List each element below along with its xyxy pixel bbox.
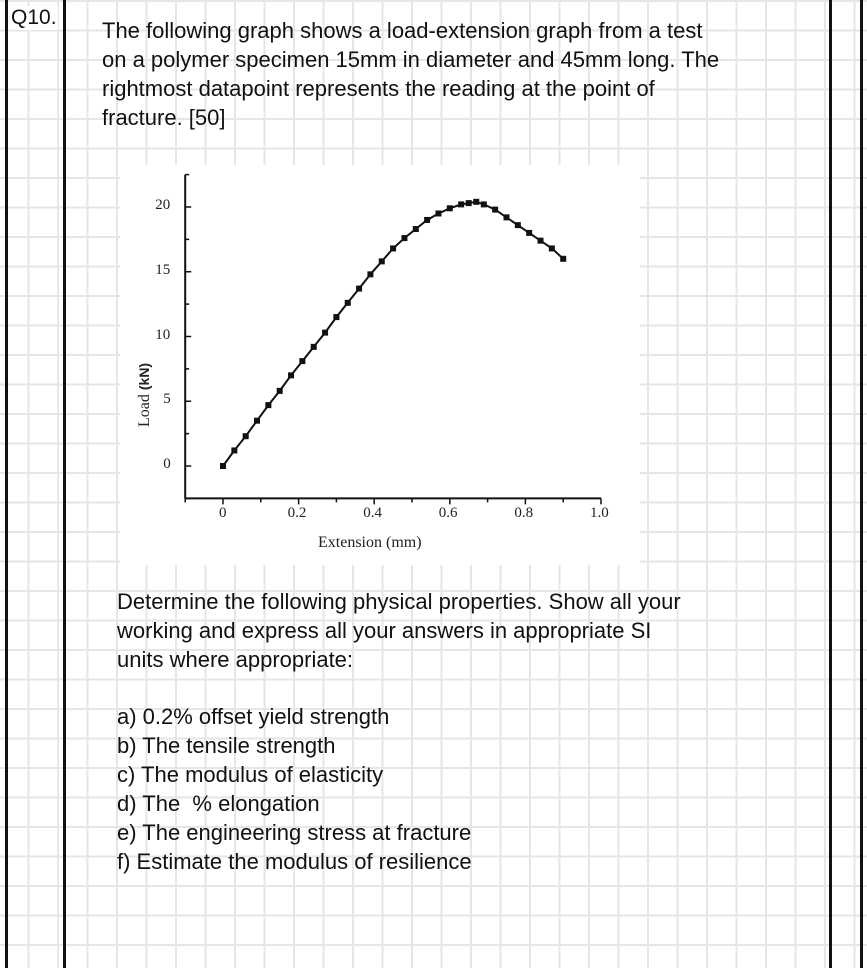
- intro-line: fracture. [50]: [102, 105, 226, 130]
- x-tick-label: 1.0: [590, 505, 609, 522]
- data-point-marker: [538, 238, 544, 244]
- right-border-line: [860, 0, 863, 968]
- question-column-divider: [63, 0, 66, 968]
- data-point-marker: [435, 210, 441, 216]
- data-point-marker: [288, 372, 294, 378]
- x-tick-label: 0.6: [438, 505, 458, 522]
- data-point-marker: [333, 314, 339, 320]
- data-point-marker: [526, 230, 532, 236]
- x-axis-label: Extension (mm): [318, 534, 422, 551]
- data-point-marker: [504, 214, 510, 220]
- instruction-line: units where appropriate:: [117, 647, 354, 672]
- data-point-marker: [515, 222, 521, 228]
- question-intro: [102, 16, 719, 132]
- data-point-marker: [379, 258, 385, 264]
- instruction-line: working and express all your answers in appropriate SI: [117, 618, 652, 643]
- data-point-marker: [254, 418, 260, 424]
- y-axis-label: Load (kN): [136, 362, 153, 427]
- data-point-marker: [424, 217, 430, 223]
- intro-line: on a polymer specimen 15mm in diameter and 45mm long. The: [102, 47, 720, 72]
- data-point-marker: [492, 207, 498, 213]
- x-tick-label: 0: [219, 505, 227, 522]
- data-point-marker: [356, 286, 362, 292]
- x-tick-label: 0.2: [287, 505, 307, 522]
- right-margin-line: [829, 0, 832, 968]
- data-point-marker: [458, 201, 464, 207]
- question-part-b: b) The tensile strength: [117, 733, 336, 758]
- question-parts-list: [117, 702, 472, 876]
- data-point-marker: [413, 226, 419, 232]
- data-point-marker: [401, 235, 407, 241]
- question-instructions: [117, 587, 681, 674]
- data-point-marker: [220, 463, 226, 469]
- question-number: Q10.: [11, 6, 57, 29]
- question-part-d: d) The % elongation: [117, 791, 320, 816]
- load-extension-chart: [120, 165, 640, 565]
- data-point-marker: [277, 388, 283, 394]
- data-point-marker: [299, 358, 305, 364]
- load-curve: [223, 202, 563, 466]
- data-point-marker: [367, 271, 373, 277]
- data-point-marker: [560, 256, 566, 262]
- y-tick-label: 10: [155, 326, 171, 343]
- data-point-marker: [466, 200, 472, 206]
- intro-line: rightmost datapoint represents the reading at the point of: [102, 76, 655, 101]
- instruction-line: Determine the following physical properties. Show all your: [117, 589, 681, 614]
- y-tick-label: 0: [163, 456, 171, 472]
- data-point-marker: [243, 433, 249, 439]
- question-part-a: a) 0.2% offset yield strength: [117, 704, 390, 729]
- question-part-c: c) The modulus of elasticity: [117, 762, 384, 787]
- x-tick-label: 0.4: [363, 505, 382, 522]
- data-point-marker: [311, 344, 317, 350]
- data-point-marker: [390, 245, 396, 251]
- data-point-marker: [345, 300, 351, 306]
- y-tick-label: 15: [155, 261, 171, 278]
- data-point-marker: [549, 245, 555, 251]
- intro-line: The following graph shows a load-extension graph from a test: [102, 18, 703, 43]
- data-point-marker: [481, 201, 487, 207]
- question-part-e: e) The engineering stress at fracture: [117, 820, 472, 845]
- y-tick-label: 5: [163, 391, 171, 408]
- data-point-marker: [447, 205, 453, 211]
- x-tick-label: 0.8: [514, 505, 534, 522]
- left-border-line: [5, 0, 8, 968]
- question-part-f: f) Estimate the modulus of resilience: [117, 849, 472, 874]
- data-point-marker: [322, 330, 328, 336]
- data-point-marker: [265, 402, 271, 408]
- data-point-marker: [473, 199, 479, 205]
- y-tick-label: 20: [155, 197, 171, 213]
- data-point-marker: [231, 447, 237, 453]
